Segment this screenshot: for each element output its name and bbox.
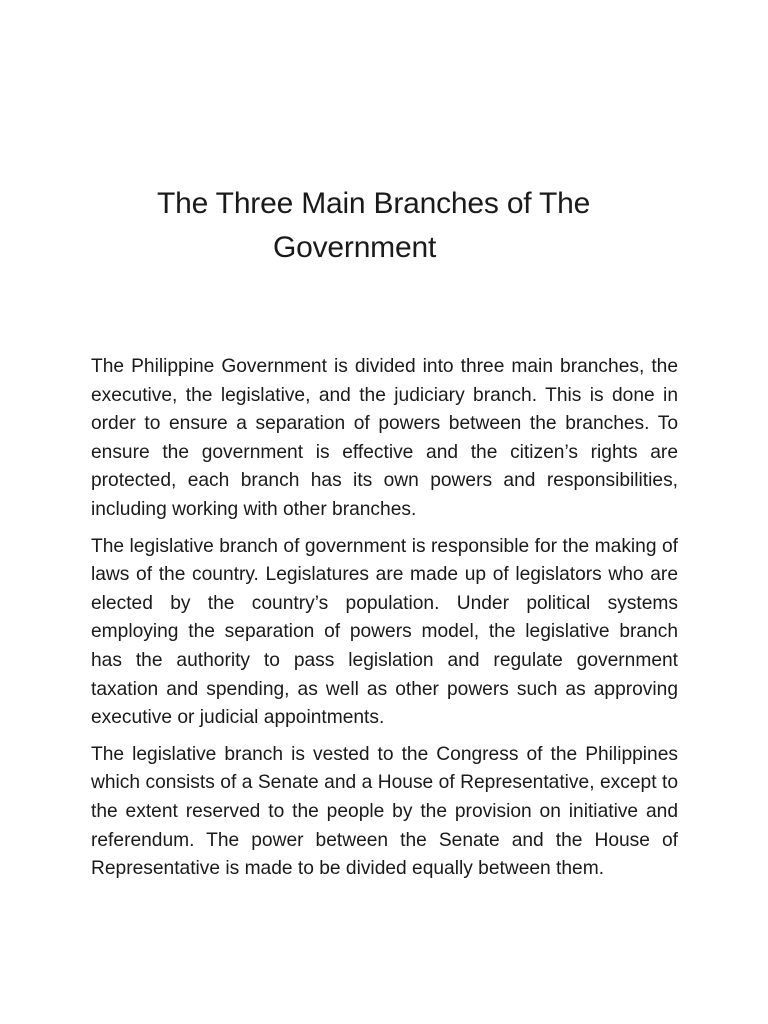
paragraph-congress: The legislative branch is vested to the Congress of the Philippines which consists of a Senate and a House of Representative, except to the extent reserved to the people by the provision on initiative and referendum. The power between the Senate and the House of Representative is made to be divided equally between them. xyxy=(91,743,678,880)
paragraph-legislative-branch: The legislative branch of government is responsible for the making of laws of the country. Legislatures are made up of legislators who are elected by the country’s population. Under political systems employing the separation of powers model, the legislative branch has the authority to pass legislation and regulate government taxation and spending, as well as other powers such as approving executive or judicial appointments. xyxy=(91,535,678,729)
paragraph-intro: The Philippine Government is divided into three main branches, the executive, the legislative, and the judiciary branch. This is done in order to ensure a separation of powers between the branches. To ensure the government is effective and the citizen’s rights are protected, each branch has its own powers and responsibilities, including working with other branches. xyxy=(91,356,678,520)
page-title xyxy=(0,182,768,270)
title-line-1: The Three Main Branches of The xyxy=(157,187,591,220)
title-line-2: Government xyxy=(273,231,437,264)
body-text xyxy=(91,353,678,892)
